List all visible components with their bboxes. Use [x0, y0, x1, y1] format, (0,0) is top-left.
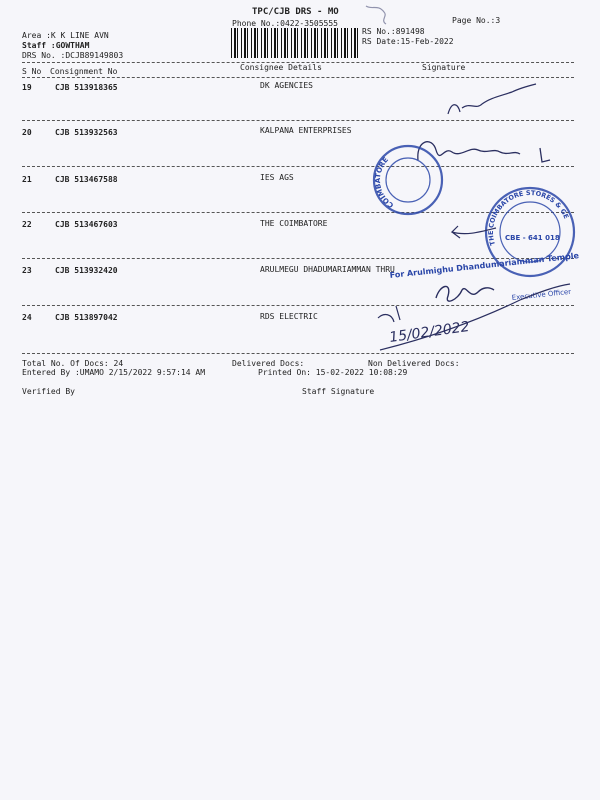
pen-mark-row-24	[378, 306, 400, 322]
row-consignee: ARULMEGU DHADUMARIAMMAN THRU	[260, 265, 395, 274]
page-number: Page No.:3	[452, 16, 501, 25]
row-consignment: CJB 513932563	[55, 128, 118, 137]
column-header-consignee: Consignee Details	[240, 63, 322, 72]
column-header-signature: Signature	[422, 63, 466, 72]
area-label: Area :K K LINE AVN	[22, 31, 109, 40]
verified-by: Verified By	[22, 387, 75, 396]
row-sno: 22	[22, 220, 32, 229]
row-consignee: THE COIMBATORE	[260, 219, 328, 228]
handwritten-scribble-top	[366, 6, 386, 24]
handwritten-date: 15/02/2022	[388, 318, 471, 346]
row-consignment: CJB 513918365	[55, 83, 118, 92]
rs-number: RS No.:891498	[362, 27, 425, 36]
coimbatore-stamp-text: COIMBATORE	[373, 155, 396, 210]
row-consignment: CJB 513932420	[55, 266, 118, 275]
row-sno: 21	[22, 175, 32, 184]
row-sno: 24	[22, 313, 32, 322]
row-consignment: CJB 513897042	[55, 313, 118, 322]
row-consignee: RDS ELECTRIC	[260, 312, 318, 321]
column-header-consignment: Consignment No	[50, 67, 118, 76]
temple-stamp-text: For Arulmighu Dhandumariamman Temple	[389, 251, 580, 280]
staff-label: Staff :GOWTHAM	[22, 41, 90, 50]
rs-date: RS Date:15-Feb-2022	[362, 37, 454, 46]
phone-number: Phone No.:0422-3505555	[232, 19, 338, 28]
row-consignee: DK AGENCIES	[260, 81, 313, 90]
document-title: TPC/CJB DRS - MO	[252, 7, 339, 17]
row-sno: 20	[22, 128, 32, 137]
printed-on: Printed On: 15-02-2022 10:08:29	[258, 368, 408, 377]
column-header-sno: S No	[22, 67, 42, 76]
entered-by: Entered By :UMAMO 2/15/2022 9:57:14 AM	[22, 368, 206, 377]
stores-stamp-ring-text: THE COIMBATORE STORES & GENERAL	[486, 188, 571, 247]
delivered-docs: Delivered Docs:	[232, 359, 305, 368]
staff-signature: Staff Signature	[302, 387, 375, 396]
stores-round-stamp	[0, 0, 574, 414]
signature-row-20	[418, 142, 550, 162]
row-consignee: KALPANA ENTERPRISES	[260, 126, 352, 135]
temple-stamp-subtext: Executive Officer	[511, 287, 572, 302]
row-sno: 19	[22, 83, 32, 92]
svg-text:THE COIMBATORE STORES & GENERA	[0, 0, 571, 414]
coimbatore-stamp	[361, 146, 442, 214]
total-docs: Total No. Of Docs: 24	[22, 359, 124, 368]
row-consignment: CJB 513467603	[55, 220, 118, 229]
row-consignee: IES AGS	[260, 173, 294, 182]
drs-number: DRS No. :DCJB89149803	[22, 51, 124, 60]
row-sno: 23	[22, 266, 32, 275]
signature-row-23	[436, 286, 494, 301]
stores-stamp-code: CBE - 641 018	[505, 234, 560, 242]
non-delivered-docs: Non Delivered Docs:	[368, 359, 460, 368]
signature-row-19	[448, 84, 536, 114]
row-consignment: CJB 513467588	[55, 175, 118, 184]
